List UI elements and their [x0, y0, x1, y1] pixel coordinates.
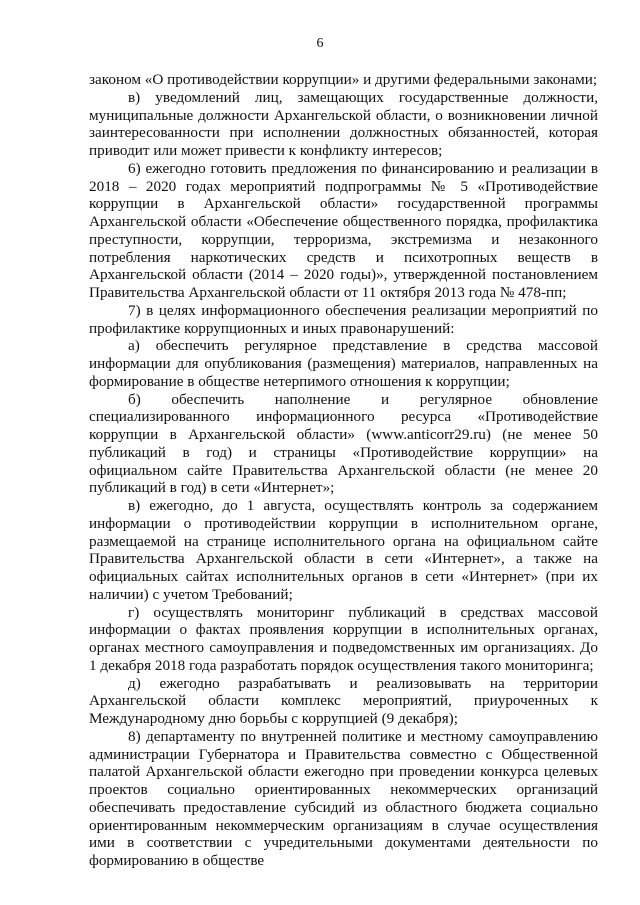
paragraph-item-7-information-support: 7) в целях информационного обеспечения реализации мероприятий по профилактике коррупционных и иных правонарушений:	[89, 301, 598, 337]
paragraph-subitem-v-content-control: в) ежегодно, до 1 августа, осуществлять контроль за содержанием информации о противодействии коррупции в исполнительном органе, размещаемой на странице исполнительного органа на официальном сайте Правительства Архангельской области в сети «Интернет», а также на официальных сайтах исполнительных органов в сети «Интернет» (при их наличии) с учетом Требований;	[89, 497, 598, 603]
paragraph-item-8-subsidies: 8) департаменту по внутренней политике и местному самоуправлению администрации Губернатора и Правительства совместно с Общественной палатой Архангельской области ежегодно при проведении конкурса целевых проектов социально ориентированных некоммерческих организаций обеспечивать предоставление субсидий из областного бюджета социально ориентированным некоммерческим организациям в случае осуществления ими в соответствии с учредительными документами деятельности по формированию в обществе	[89, 727, 598, 869]
paragraph-subitem-g-media-monitoring: г) осуществлять мониторинг публикаций в средствах массовой информации о фактах проявления коррупции в исполнительных органах, органах местного самоуправления и подведомственных им организациях. До 1 декабря 2018 года разработать порядок осуществления такого мониторинга;	[89, 603, 598, 674]
page-number: 6	[316, 36, 324, 51]
paragraph-continuation: законом «О противодействии коррупции» и другими федеральными законами;	[89, 71, 598, 88]
paragraph-item-v-notifications: в) уведомлений лиц, замещающих государственные должности, муниципальные должности Архангельской области, о возникновении личной заинтересованности при исполнении должностных обязанностей, которая приводит или может привести к конфликту интересов;	[89, 88, 598, 159]
paragraph-subitem-b-web-resource: б) обеспечить наполнение и регулярное обновление специализированного информационного ресурса «Противодействие коррупции в Архангельской области» (www.anticorr29.ru) (не менее 50 публикаций в год) и страницы «Противодействие коррупции» на официальном сайте Правительства Архангельской области (не менее 20 публикаций в год) в сети «Интернет»;	[89, 390, 598, 497]
paragraph-subitem-a-media-materials: а) обеспечить регулярное представление в средства массовой информации для опубликования (размещения) материалов, направленных на формирование в обществе нетерпимого отношения к коррупции;	[89, 337, 598, 390]
paragraph-item-6-financing-proposals: 6) ежегодно готовить предложения по финансированию и реализации в 2018 – 2020 годах мероприятий подпрограммы № 5 «Противодействие коррупции в Архангельской области» государственной программы Архангельской области «Обеспечение общественного порядка, профилактика преступности, коррупции, терроризма, экстремизма и незаконного потребления наркотических средств и психотропных веществ в Архангельской области (2014 – 2020 годы)», утвержденной постановлением Правительства Архангельской области от 11 октября 2013 года № 478-пп;	[89, 159, 598, 301]
paragraph-subitem-d-anticorruption-day: д) ежегодно разрабатывать и реализовывать на территории Архангельской области комплекс мероприятий, приуроченных к Международному дню борьбы с коррупцией (9 декабря);	[89, 674, 598, 727]
document-body	[89, 71, 598, 870]
